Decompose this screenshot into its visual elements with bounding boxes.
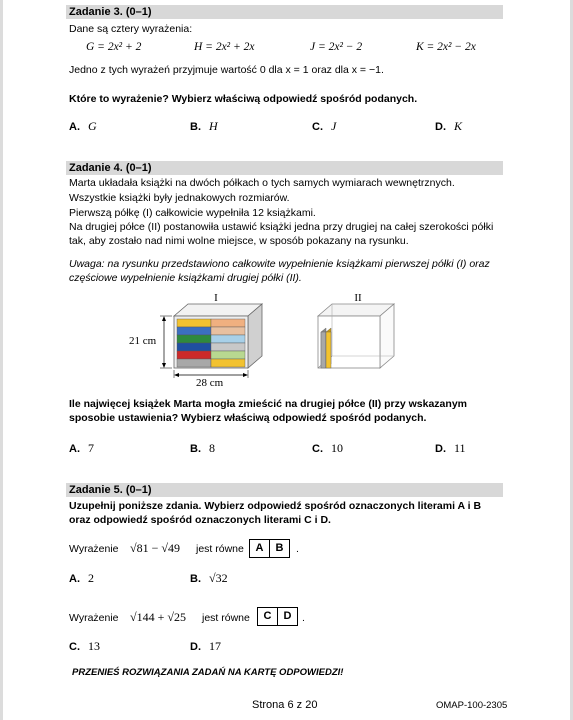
sentence1-middle: jest równe bbox=[196, 543, 244, 555]
width-label: 28 cm bbox=[196, 377, 224, 389]
option-value: K bbox=[454, 119, 463, 133]
task3-option-d[interactable] bbox=[435, 119, 462, 134]
option-value: J bbox=[331, 119, 337, 133]
task4-line-4: Na drugiej półce (II) postanowiła ustawić książki jedna przy drugiej na całej szerokości półki bbox=[69, 221, 494, 233]
task5-instruction-1: Uzupełnij poniższe zdania. Wybierz odpowiedź spośród oznaczonych literami A i B bbox=[69, 500, 482, 512]
sentence2-middle: jest równe bbox=[202, 612, 250, 624]
task3-header: Zadanie 3. (0–1) bbox=[66, 5, 503, 19]
option-value: G bbox=[88, 119, 97, 133]
answer-box-AB[interactable] bbox=[249, 539, 290, 558]
sentence1-prefix: Wyrażenie bbox=[69, 543, 119, 555]
box-letter-D[interactable]: D bbox=[277, 608, 297, 625]
expr-J: J = 2x² − 2 bbox=[310, 41, 363, 53]
shelf-I bbox=[160, 304, 262, 378]
task4-question-1: Ile najwięcej książek Marta mogła zmieścić na drugiej półce (II) przy wskazanym bbox=[69, 398, 467, 410]
option-value: 17 bbox=[209, 639, 221, 653]
expr-G: G = 2x² + 2 bbox=[86, 41, 142, 53]
sentence2-expression: √144 + √25 bbox=[130, 610, 186, 624]
transfer-note: PRZENIEŚ ROZWIĄZANIA ZADAŃ NA KARTĘ ODPOWIEDZI! bbox=[72, 667, 344, 678]
shelves-figure bbox=[120, 288, 420, 388]
option-value: H bbox=[209, 119, 218, 133]
task5-header: Zadanie 5. (0–1) bbox=[66, 483, 503, 497]
book bbox=[321, 332, 326, 368]
task4-line-2: Wszystkie książki były jednakowych rozmiarów. bbox=[69, 192, 290, 204]
expr-H: H = 2x² + 2x bbox=[194, 41, 255, 53]
option-letter: B. bbox=[190, 573, 201, 585]
task3-question: Które to wyrażenie? Wybierz właściwą odpowiedź spośród podanych. bbox=[69, 93, 418, 105]
book bbox=[177, 359, 211, 367]
task5-option-d[interactable] bbox=[190, 639, 221, 654]
option-letter: A. bbox=[69, 443, 80, 455]
task4-note-2: częściowe wypełnienie książkami drugiej półki (II). bbox=[69, 272, 302, 284]
book bbox=[211, 351, 245, 359]
option-letter: B. bbox=[190, 443, 201, 455]
task3-option-b[interactable] bbox=[190, 119, 218, 134]
shelf-II-label: II bbox=[354, 292, 362, 304]
book bbox=[211, 335, 245, 343]
box-letter-B[interactable]: B bbox=[269, 540, 289, 557]
option-letter: C. bbox=[69, 641, 80, 653]
task4-question-2: sposobie ustawienia? Wybierz właściwą odpowiedź spośród podanych. bbox=[69, 412, 427, 424]
option-letter: D. bbox=[435, 121, 446, 133]
book bbox=[177, 327, 211, 335]
period: . bbox=[296, 543, 299, 555]
book bbox=[211, 343, 245, 351]
task3-condition: Jedno z tych wyrażeń przyjmuje wartość 0 dla x = 1 oraz dla x = −1. bbox=[69, 64, 384, 76]
book bbox=[326, 332, 331, 368]
book bbox=[211, 359, 245, 367]
option-letter: A. bbox=[69, 121, 80, 133]
option-value: 7 bbox=[88, 441, 94, 455]
book bbox=[177, 335, 211, 343]
page-frame-left bbox=[0, 0, 3, 720]
book bbox=[211, 327, 245, 335]
task3-intro: Dane są cztery wyrażenia: bbox=[69, 23, 193, 35]
option-letter: C. bbox=[312, 443, 323, 455]
book bbox=[177, 351, 211, 359]
task4-option-d[interactable] bbox=[435, 441, 466, 456]
option-letter: A. bbox=[69, 573, 80, 585]
book bbox=[177, 319, 211, 327]
task5-option-b[interactable] bbox=[190, 571, 228, 586]
option-value: 10 bbox=[331, 441, 343, 455]
expr-K: K = 2x² − 2x bbox=[416, 41, 476, 53]
book bbox=[177, 343, 211, 351]
period: . bbox=[302, 612, 305, 624]
task4-option-b[interactable] bbox=[190, 441, 215, 456]
option-value: 11 bbox=[454, 441, 466, 455]
exam-code: OMAP-100-2305 bbox=[436, 700, 508, 711]
box-letter-C[interactable]: C bbox=[263, 610, 272, 622]
task4-header: Zadanie 4. (0–1) bbox=[66, 161, 503, 175]
option-letter: B. bbox=[190, 121, 201, 133]
option-value: 8 bbox=[209, 441, 215, 455]
option-value: √32 bbox=[209, 571, 228, 585]
option-letter: D. bbox=[435, 443, 446, 455]
task4-line-1: Marta układała książki na dwóch półkach o tych samych wymiarach wewnętrznych. bbox=[69, 177, 455, 189]
task4-option-a[interactable] bbox=[69, 441, 94, 456]
option-letter: C. bbox=[312, 121, 323, 133]
task5-instruction-2: oraz odpowiedź spośród oznaczonych literami C i D. bbox=[69, 514, 331, 526]
task3-option-c[interactable] bbox=[312, 119, 336, 134]
height-label: 21 cm bbox=[129, 335, 157, 347]
task4-line-5: tak, aby zostało nad nimi wolne miejsce, w sposób pokazany na rysunku. bbox=[69, 235, 409, 247]
sentence1-expression: √81 − √49 bbox=[130, 541, 180, 555]
option-value: 2 bbox=[88, 571, 94, 585]
task4-line-3: Pierwszą półkę (I) całkowicie wypełniła 12 książkami. bbox=[69, 207, 316, 219]
task4-note-1: Uwaga: na rysunku przedstawiono całkowite wypełnienie książkami pierwszej półki (I) oraz bbox=[69, 258, 490, 270]
shelf-II bbox=[318, 304, 394, 368]
option-value: 13 bbox=[88, 639, 100, 653]
task5-option-c[interactable] bbox=[69, 639, 100, 654]
box-letter-A[interactable]: A bbox=[255, 542, 264, 554]
book bbox=[211, 319, 245, 327]
task4-option-c[interactable] bbox=[312, 441, 343, 456]
answer-box-CD[interactable] bbox=[257, 607, 298, 626]
option-letter: D. bbox=[190, 641, 201, 653]
page-number: Strona 6 z 20 bbox=[252, 699, 318, 711]
task3-option-a[interactable] bbox=[69, 119, 97, 134]
shelf-I-label: I bbox=[214, 292, 218, 304]
sentence2-prefix: Wyrażenie bbox=[69, 612, 119, 624]
task5-option-a[interactable] bbox=[69, 571, 94, 586]
